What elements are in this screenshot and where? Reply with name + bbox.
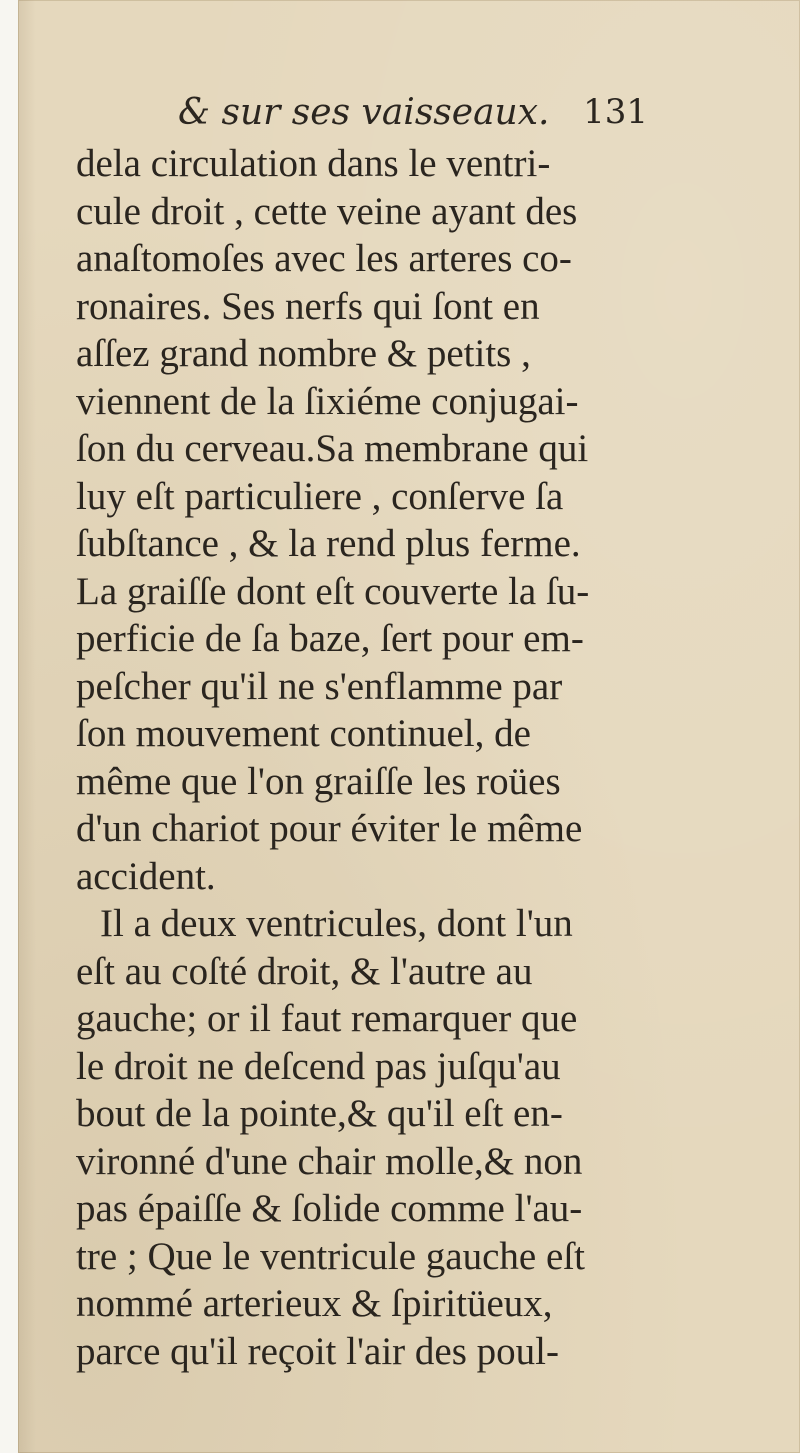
text-line: viennent de la ſixiéme conjugai- bbox=[76, 379, 579, 423]
text-line: gauche; or il faut remarquer que bbox=[76, 997, 578, 1040]
text-line: ſon du cerveau.Sa membrane qui bbox=[76, 427, 589, 470]
text-line: luy eſt particuliere , conſerve ſa bbox=[76, 474, 564, 518]
text-line: parce qu'il reçoit l'air des poul- bbox=[76, 1329, 559, 1373]
text-line: La graiſſe dont eſt couverte la ſu- bbox=[76, 569, 590, 613]
text-line: dela circulation dans le ventri- bbox=[76, 142, 551, 185]
text-line: peſcher qu'il ne s'enflamme par bbox=[76, 664, 563, 708]
body-text bbox=[76, 140, 636, 1375]
page-number: 131 bbox=[583, 92, 648, 132]
text-line: pas épaiſſe & ſolide comme l'au- bbox=[76, 1187, 583, 1230]
paragraph-start-line: Il a deux ventricules, dont l'un bbox=[100, 902, 573, 945]
text-line: anaſtomoſes avec les arteres co- bbox=[76, 237, 572, 280]
text-line: perficie de ſa baze, ſert pour em- bbox=[76, 617, 584, 660]
page-header bbox=[178, 92, 648, 138]
text-line: eſt au coſté droit, & l'autre au bbox=[76, 949, 533, 993]
text-line: vironné d'une chair molle,& non bbox=[76, 1139, 583, 1183]
text-line: d'un chariot pour éviter le même bbox=[76, 807, 583, 850]
text-line: ſubſtance , & la rend plus ferme. bbox=[76, 522, 581, 565]
text-line: le droit ne deſcend pas juſqu'au bbox=[76, 1044, 561, 1088]
text-line: même que l'on graiſſe les roües bbox=[76, 759, 561, 803]
text-line: accident. bbox=[76, 854, 216, 898]
text-line: cule droit , cette veine ayant des bbox=[76, 189, 578, 233]
text-line: ronaires. Ses nerfs qui ſont en bbox=[76, 284, 540, 328]
text-line: aſſez grand nombre & petits , bbox=[76, 332, 531, 375]
text-line: bout de la pointe,& qu'il eſt en- bbox=[76, 1092, 563, 1135]
book-page bbox=[18, 0, 800, 1453]
running-title: & sur ses vaisseaux. bbox=[178, 92, 550, 133]
text-line: nommé arterieux & ſpiritüeux, bbox=[76, 1282, 553, 1325]
text-line: tre ; Que le ventricule gauche eſt bbox=[76, 1234, 585, 1278]
text-line: ſon mouvement continuel, de bbox=[76, 712, 531, 755]
